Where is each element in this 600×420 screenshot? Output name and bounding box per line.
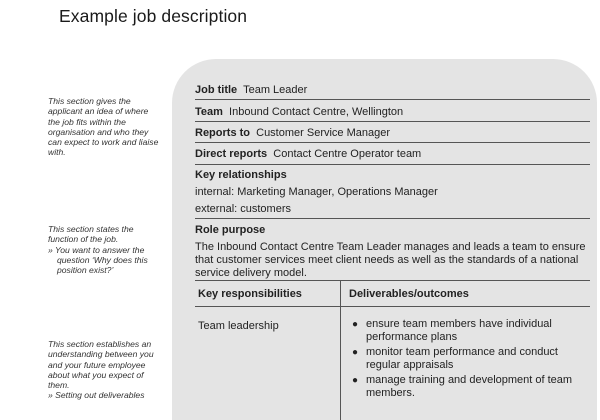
direct-reports-value: Contact Centre Operator team xyxy=(273,148,422,160)
direct-reports-row xyxy=(195,148,590,161)
internal-relationships: internal: Marketing Manager, Operations Manager xyxy=(195,186,438,198)
role-purpose-text: The Inbound Contact Centre Team Leader manages and leads a team to ensure that customer services meet client needs as well as the standards of a national service delivery model. xyxy=(195,241,586,279)
bullet-icon: ● xyxy=(352,375,359,386)
side-note-function-text: This section states the function of the job. xyxy=(48,224,134,245)
list-item xyxy=(350,318,575,344)
direct-reports-label: Direct reports xyxy=(195,148,268,160)
side-note-expectations-text: This section establishes an understanding between you and your future employee about what you expect of them. xyxy=(48,339,154,391)
side-note-expectations-bullet: » Setting out deliverables xyxy=(48,390,145,401)
team-value: Inbound Contact Centre, Wellington xyxy=(229,106,404,118)
key-relationships-label: Key relationships xyxy=(195,169,287,181)
divider xyxy=(195,280,590,281)
team-row xyxy=(195,106,590,119)
deliverable-text: monitor team performance and conduct regular appraisals xyxy=(366,346,558,371)
side-note-function xyxy=(48,224,160,275)
document-title: Example job description xyxy=(59,6,248,26)
table-header-deliverables: Deliverables/outcomes xyxy=(349,288,469,300)
divider xyxy=(195,99,590,100)
deliverables-list xyxy=(350,318,575,402)
divider xyxy=(195,121,590,122)
bullet-icon: ● xyxy=(352,347,359,358)
job-title-label: Job title xyxy=(195,84,238,96)
external-relationships: external: customers xyxy=(195,203,291,215)
deliverable-text: manage training and development of team members. xyxy=(366,374,573,399)
table-column-divider xyxy=(340,280,341,420)
divider xyxy=(195,218,590,219)
job-title-value: Team Leader xyxy=(243,84,308,96)
job-title-row xyxy=(195,84,590,97)
reports-to-value: Customer Service Manager xyxy=(256,127,391,139)
divider xyxy=(195,164,590,165)
divider xyxy=(195,306,590,307)
list-item xyxy=(350,346,575,372)
side-note-context xyxy=(48,96,160,158)
divider xyxy=(195,142,590,143)
table-header-responsibilities: Key responsibilities xyxy=(198,288,302,300)
reports-to-label: Reports to xyxy=(195,127,250,139)
role-purpose-heading xyxy=(195,224,590,237)
deliverable-text: ensure team members have individual performance plans xyxy=(366,318,552,343)
role-purpose-label: Role purpose xyxy=(195,224,266,236)
responsibility-cell: Team leadership xyxy=(198,320,279,332)
side-note-context-text: This section gives the applicant an idea of where the job fits within the organisation and who they can expect to work and liaise with. xyxy=(48,96,159,158)
bullet-icon: ● xyxy=(352,319,359,330)
reports-to-row xyxy=(195,127,590,140)
side-note-function-bullet: » You want to answer the question ‘Why does this position exist?’ xyxy=(48,244,148,276)
team-label: Team xyxy=(195,106,223,118)
side-note-expectations xyxy=(48,339,160,401)
key-relationships-heading xyxy=(195,169,590,182)
list-item xyxy=(350,374,575,400)
